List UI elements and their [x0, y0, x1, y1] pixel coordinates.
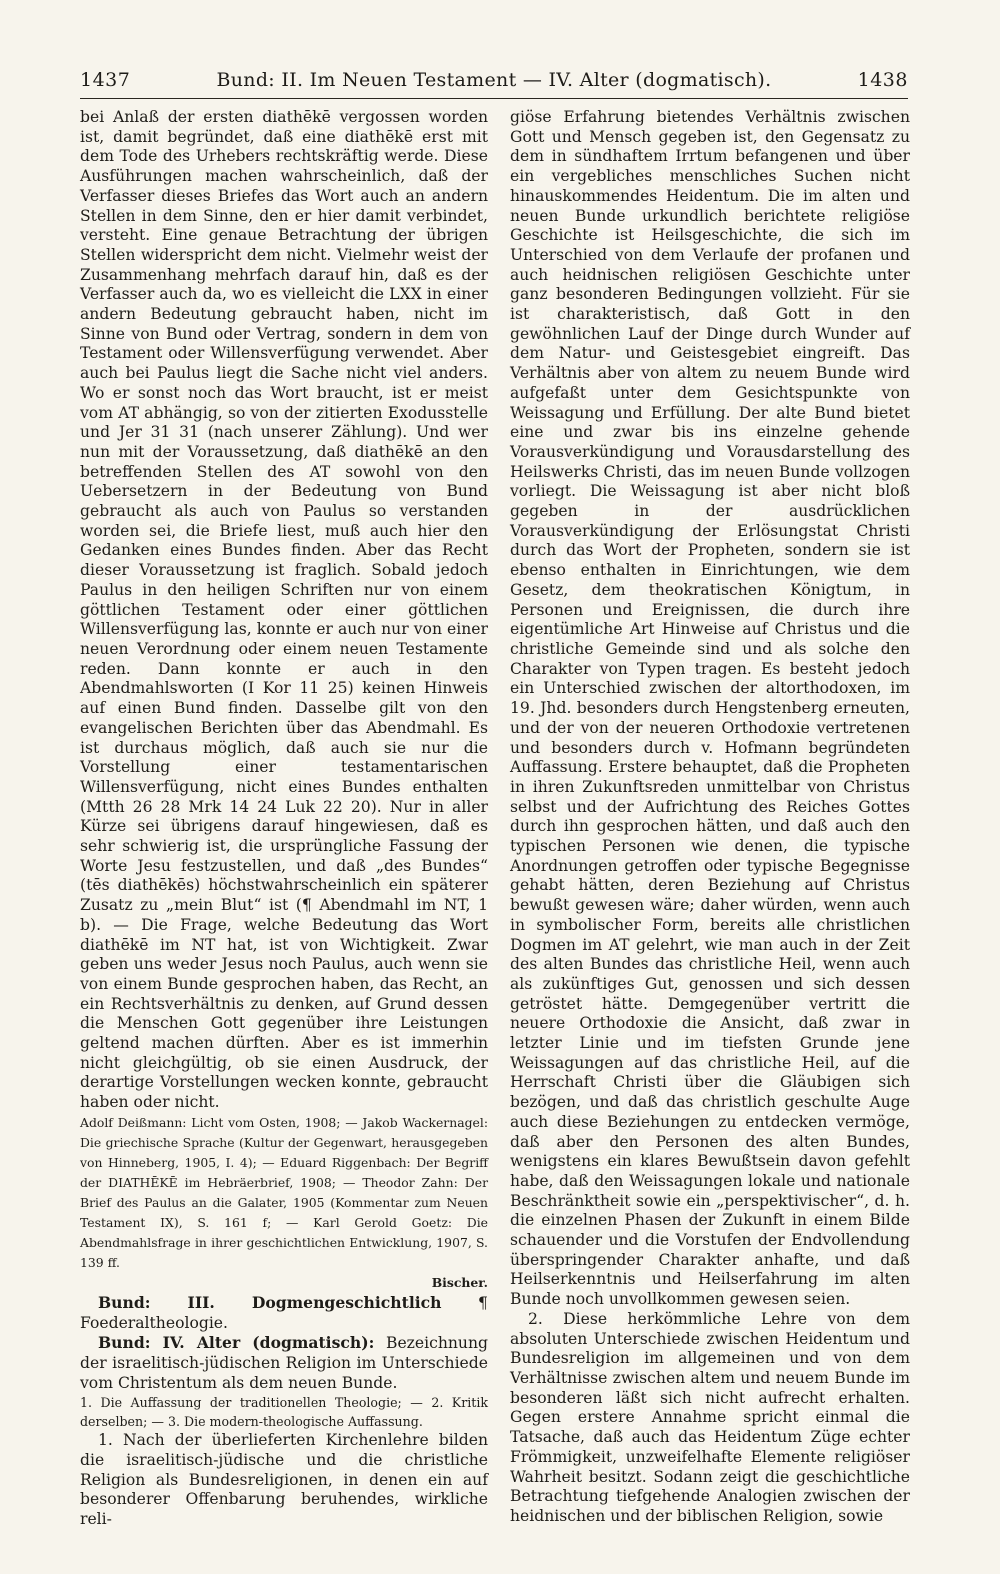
entry-bund-iv-definition: Bezeichnung der israelitisch-jüdischen Religion im Unterschiede vom Christentum als dem neuen Bunde.: [80, 1334, 488, 1392]
entry-bund-iii-heading: Bund: III. Dogmengeschichtlich: [98, 1292, 442, 1312]
section-outline: 1. Die Auffassung der traditionellen Theologie; — 2. Kritik derselben; — 3. Die modern-theologische Auffassung.: [80, 1395, 488, 1430]
right-page-number: 1438: [857, 69, 908, 91]
left-page-number: 1437: [80, 69, 131, 91]
author-signature: Bischer.: [431, 1274, 488, 1290]
running-title: Bund: II. Im Neuen Testament — IV. Alter (dogmatisch).: [216, 69, 772, 91]
entry-bund-iii: [80, 1293, 488, 1333]
section-1-paragraph: 1. Nach der überlieferten Kirchenlehre bilden die israelitisch-jüdische und die christliche Religion als Bundesreligionen, in denen ein auf besonderer Offenbarung beruhendes, wirkliche reli-: [80, 1431, 488, 1529]
page-header: [80, 62, 908, 99]
entry-bund-iv: [80, 1333, 488, 1393]
left-column: [80, 108, 488, 1530]
entry-bund-iv-heading: Bund: IV. Alter (dogmatisch):: [98, 1333, 375, 1353]
section-2-paragraph: 2. Diese herkömmliche Lehre von dem absoluten Unterschiede zwischen Heidentum und Bundesreligion im allgemeinen und von dem Verhältnisse zwischen altem und neuem Bunde im besonderen läßt sich nicht aufrecht erhalten. Gegen erstere Annahme spricht einmal die Tatsache, daß auch das Heidentum Züge echter Frömmigkeit, unzweifelhafte Elemente religiöser Wahrheit besitzt. Sodann zeigt die geschichtliche Betrachtung tiefgehende Analogien zwischen der heidnischen und der biblischen Religion, sowie: [510, 1309, 910, 1525]
right-column: [510, 108, 910, 1527]
entry-bund-iii-crossref: ¶ Foederaltheologie.: [80, 1293, 488, 1332]
literature-references: [80, 1113, 488, 1293]
left-body-paragraph: bei Anlaß der ersten diathēkē vergossen worden ist, damit begründet, daß eine diathēkē erst mit dem Tode des Urhebers rechtskräftig werde. Diese Ausführungen machen wahrscheinlich, daß der Verfasser dieses Briefes das Wort auch an andern Stellen in dem Sinne, den er hier damit verbindet, versteht. Eine genaue Betrachtung der übrigen Stellen widerspricht dem nicht. Vielmehr weist der Zusammenhang mehrfach darauf hin, daß es der Verfasser auch da, wo es vielleicht die LXX in einer andern Bedeutung gebraucht haben, nicht im Sinne von Bund oder Vertrag, sondern in dem von Testament oder Willensverfügung verwendet. Aber auch bei Paulus liegt die Sache nicht viel anders. Wo er sonst noch das Wort braucht, ist er meist vom AT abhängig, so von der zitierten Exodusstelle und Jer 31 31 (nach unserer Zählung). Und wer nun mit der Voraussetzung, daß diathēkē an den betreffenden Stellen des AT sowohl von den Uebersetzern in der Bedeutung von Bund gebraucht als auch von Paulus so verstanden worden sei, die Briefe liest, muß auch hier den Gedanken eines Bundes finden. Aber das Recht dieser Voraussetzung ist fraglich. Sobald jedoch Paulus in den heiligen Schriften nur von einem göttlichen Testament oder einer göttlichen Willensverfügung las, konnte er auch nur von einer neuen Verordnung oder einem neuen Testamente reden. Dann konnte er auch in den Abendmahlsworten (I Kor 11 25) keinen Hinweis auf einen Bund finden. Dasselbe gilt von den evangelischen Berichten über das Abendmahl. Es ist durchaus möglich, daß auch sie nur die Vorstellung einer testamentarischen Willensverfügung, nicht eines Bundes enthalten (Mtth 26 28 Mrk 14 24 Luk 22 20). Nur in aller Kürze sei übrigens darauf hingewiesen, daß es sehr schwierig ist, die ursprüngliche Fassung der Worte Jesu festzustellen, und daß „des Bundes“ (tēs diathēkēs) höchstwahrscheinlich ein späterer Zusatz zu „mein Blut“ ist (¶ Abendmahl im NT, 1 b). — Die Frage, welche Bedeutung das Wort diathēkē im NT hat, ist von Wichtigkeit. Zwar geben uns weder Jesus noch Paulus, auch wenn sie von einem Bunde gesprochen haben, das Recht, an ein Rechtsverhältnis zu denken, auf Grund dessen die Menschen Gott gegenüber ihre Leistungen geltend machen dürften. Aber es ist immerhin nicht gleichgültig, ob sie einen Ausdruck, der derartige Vorstellungen wecken konnte, gebraucht haben oder nicht.: [80, 108, 488, 1112]
right-body-paragraph: giöse Erfahrung bietendes Verhältnis zwischen Gott und Mensch gegeben ist, den Gegensatz zu dem in sündhaftem Irrtum befangenen und über ein vergebliches menschliches Suchen nicht hinauskommendes Heidentum. Die im alten und neuen Bunde urkundlich berichtete religiöse Geschichte ist Heilsgeschichte, die sich im Unterschied von dem Verlaufe der profanen und auch heidnischen religiösen Geschichte unter ganz besonderen Bedingungen vollzieht. Für sie ist charakteristisch, daß Gott in den gewöhnlichen Lauf der Dinge durch Wunder auf dem Natur- und Geistesgebiet eingreift. Das Verhältnis aber von altem zu neuem Bunde wird aufgefaßt unter dem Gesichtspunkte von Weissagung und Erfüllung. Der alte Bund bietet eine und zwar bis ins einzelne gehende Vorausverkündigung und Vorausdarstellung des Heilswerks Christi, das im neuen Bunde vollzogen vorliegt. Die Weissagung ist aber nicht bloß gegeben in der ausdrücklichen Vorausverkündigung der Erlösungstat Christi durch das Wort der Propheten, sondern sie ist ebenso enthalten in Einrichtungen, wie dem Gesetz, dem theokratischen Königtum, in Personen und Ereignissen, die durch ihre eigentümliche Art Hinweise auf Christus und die christliche Gemeinde sind und als solche den Charakter von Typen tragen. Es besteht jedoch ein Unterschied zwischen der altorthodoxen, im 19. Jhd. besonders durch Hengstenberg erneuten, und der von der neueren Orthodoxie vertretenen und besonders durch v. Hofmann begründeten Auffassung. Erstere behauptet, daß die Propheten in ihren Zukunftsreden unmittelbar von Christus selbst und der Aufrichtung des Reiches Gottes durch ihn gesprochen hätten, und daß auch den typischen Personen wie denen, die typische Anordnungen getroffen oder typische Begegnisse gehabt hätten, deren Beziehung auf Christus bewußt gewesen wäre; daher würden, wenn auch in symbolischer Form, bereits alle christlichen Dogmen im AT gelehrt, wie man auch in der Zeit des alten Bundes das christliche Heil, wenn auch als zukünftiges Gut, genossen und sich dessen getröstet hätte. Demgegenüber vertritt die neuere Orthodoxie die Ansicht, daß zwar in letzter Linie und im tiefsten Grunde jene Weissagungen auf das christliche Heil, auf die Herrschaft Christi über die Gläubigen sich bezögen, und daß das christlich geschulte Auge auch diese Beziehungen zu entdecken vermöge, daß aber den Personen des alten Bundes, wenigstens ein klares Bewußtsein davon gefehlt habe, daß den Weissagungen lokale und nationale Beschränktheit sowie ein „perspektivischer“, d. h. die einzelnen Phasen der Zukunft in einem Bilde schauender und die Vorstufen der Endvollendung überspringender Charakter anhafte, und daß Heilserkenntnis und Heilserfahrung im alten Bunde noch unvollkommen gewesen seien.: [510, 108, 910, 1309]
literature-text: Adolf Deißmann: Licht vom Osten, 1908; — Jakob Wackernagel: Die griechische Sprache (Kultur der Gegenwart, herausgegeben von Hinneberg, 1905, I. 4); — Eduard Riggenbach: Der Begriff der DIATHĒKĒ im Hebräerbrief, 1908; — Theodor Zahn: Der Brief des Paulus an die Galater, 1905 (Kommentar zum Neuen Testament IX), S. 161 f; — Karl Gerold Goetz: Die Abendmahlsfrage in ihrer geschichtlichen Entwicklung, 1907, S. 139 ff.: [80, 1114, 488, 1270]
